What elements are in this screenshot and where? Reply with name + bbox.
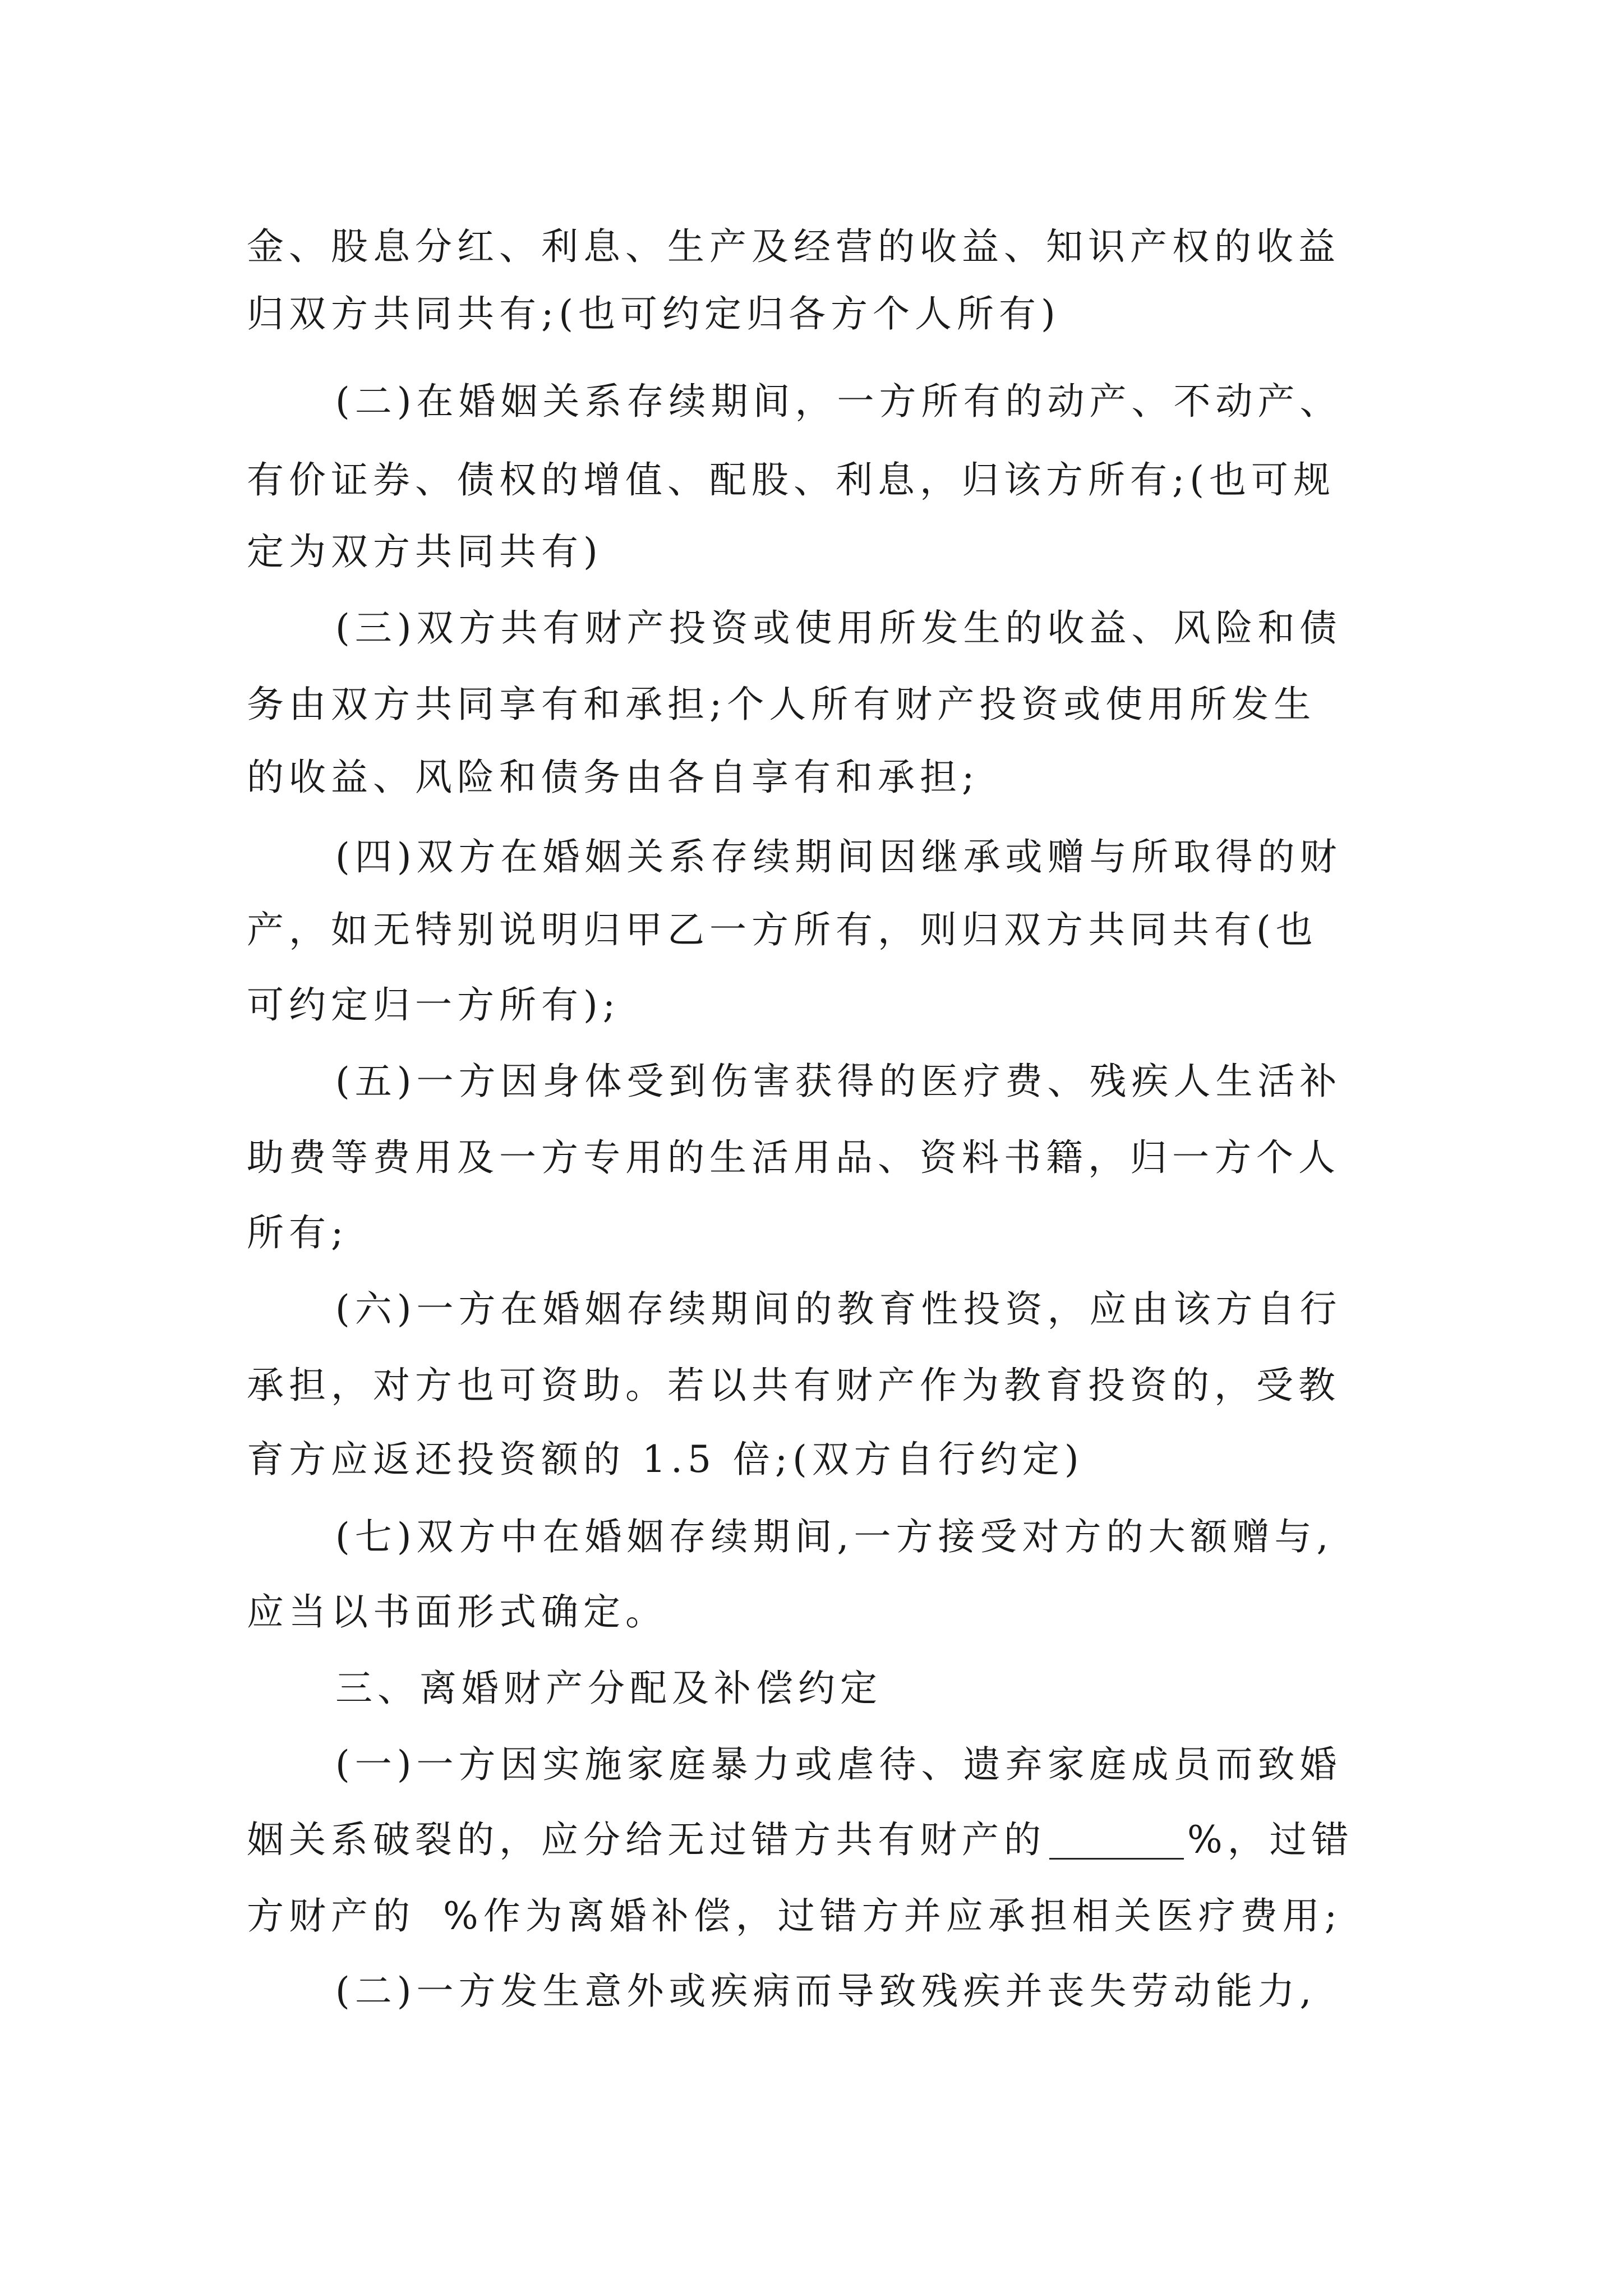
text-line: 承担，对方也可资助。若以共有财产作为教育投资的，受教 (247, 1364, 1340, 1407)
text-line: 所有; (247, 1211, 349, 1254)
section-heading: 三、离婚财产分配及补偿约定 (335, 1667, 882, 1710)
text-before-gap: 方财产的 (247, 1894, 415, 1938)
text-line: 的收益、风险和债务由各自享有和承担; (247, 756, 980, 799)
fill-in-blank (1049, 1856, 1184, 1860)
text-after-blank: %，过错 (1187, 1818, 1354, 1861)
text-line: 育方应返还投资额的 1.5 倍;(双方自行约定) (247, 1438, 1084, 1481)
text-line: 有价证券、债权的增值、配股、利息，归该方所有;(也可规 (247, 458, 1335, 501)
text-line: 务由双方共同享有和承担;个人所有财产投资或使用所发生 (247, 683, 1316, 726)
text-line: 定为双方共同共有) (247, 530, 603, 573)
text-line: 归双方共同共有;(也可约定归各方个人所有) (247, 292, 1061, 335)
paragraph-4-start: (四)双方在婚姻关系存续期间因继承或赠与所取得的财 (335, 835, 1342, 878)
text-line: 金、股息分红、利息、生产及经营的收益、知识产权的收益 (247, 225, 1340, 268)
text-line: 助费等费用及一方专用的生活用品、资料书籍，归一方个人 (247, 1136, 1340, 1179)
paragraph-9-start: (二)一方发生意外或疾病而导致残疾并丧失劳动能力, (335, 1970, 1317, 2013)
text-line: 产，如无特别说明归甲乙一方所有，则归双方共同共有(也 (247, 908, 1318, 951)
paragraph-5-start: (五)一方因身体受到伤害获得的医疗费、残疾人生活补 (335, 1060, 1342, 1103)
paragraph-2-start: (二)在婚姻关系存续期间，一方所有的动产、不动产、 (335, 380, 1342, 423)
paragraph-3-start: (三)双方共有财产投资或使用所发生的收益、风险和债 (335, 606, 1342, 650)
paragraph-6-start: (六)一方在婚姻存续期间的教育性投资，应由该方自行 (335, 1287, 1342, 1331)
paragraph-8-start: (一)一方因实施家庭暴力或虐待、遗弃家庭成员而致婚 (335, 1743, 1342, 1786)
text-line: 可约定归一方所有); (247, 983, 620, 1027)
text-before-blank: 姻关系破裂的，应分给无过错方共有财产的 (247, 1818, 1046, 1861)
paragraph-7-start: (七)双方中在婚姻存续期间,一方接受对方的大额赠与, (335, 1515, 1334, 1558)
text-after-gap: %作为离婚补偿，过错方并应承担相关医疗费用; (443, 1894, 1342, 1938)
text-line: 应当以书面形式确定。 (247, 1590, 667, 1634)
